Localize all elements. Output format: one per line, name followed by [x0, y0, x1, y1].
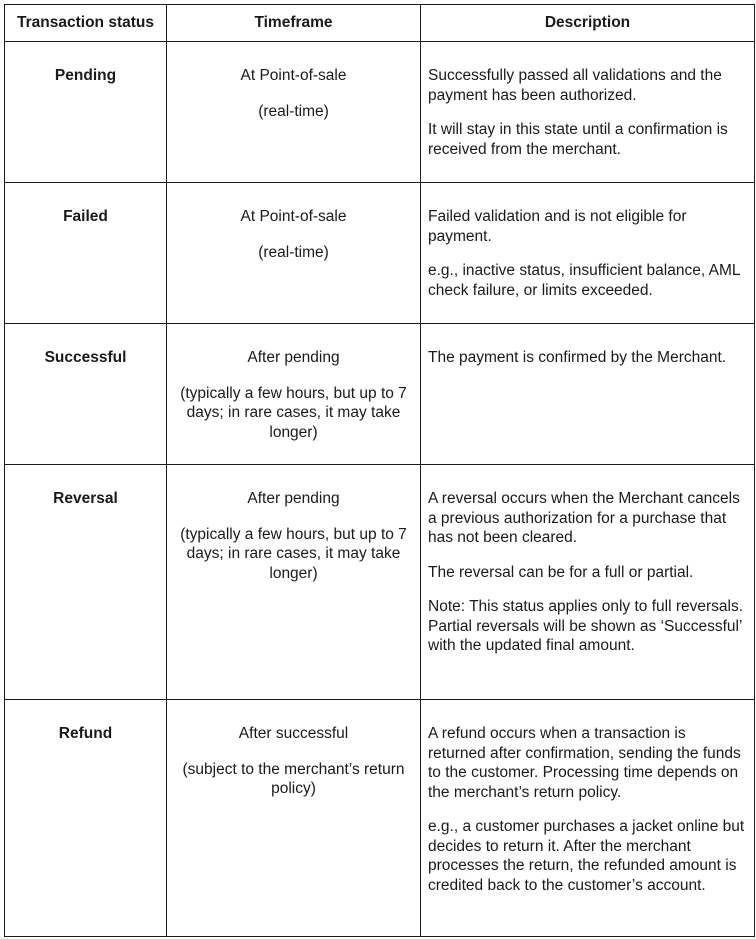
status-cell: Refund — [5, 700, 167, 937]
table-row-reversal — [5, 465, 755, 700]
status-cell: Pending — [5, 42, 167, 183]
timeframe-cell — [167, 183, 421, 324]
timeframe-primary: At Point-of-sale — [240, 208, 347, 225]
table-row-successful — [5, 324, 755, 465]
description-paragraph: Successfully passed all validations and the payment has been authorized. — [428, 67, 722, 104]
description-paragraph: e.g., inactive status, insufficient balance, AML check failure, or limits exceeded. — [428, 262, 740, 299]
timeframe-note: (real-time) — [258, 243, 329, 261]
timeframe-note: (real-time) — [258, 102, 329, 120]
timeframe-primary: After pending — [247, 349, 340, 366]
timeframe-note: (subject to the merchant’s return policy) — [182, 760, 405, 797]
table-header-row — [5, 5, 755, 42]
status-cell: Successful — [5, 324, 167, 465]
description-paragraph: Note: This status applies only to full reversals. Partial reversals will be shown as ‘Successful’ with the updated final amount. — [428, 598, 744, 654]
description-paragraph: The reversal can be for a full or partial. — [428, 563, 694, 581]
timeframe-note: (typically a few hours, but up to 7 days; in rare cases, it may take longer) — [180, 525, 407, 582]
description-cell — [421, 465, 755, 700]
description-cell — [421, 183, 755, 324]
timeframe-cell — [167, 324, 421, 465]
header-transaction-status: Transaction status — [5, 5, 167, 42]
description-cell — [421, 324, 755, 465]
timeframe-primary: At Point-of-sale — [240, 67, 347, 84]
status-cell: Reversal — [5, 465, 167, 700]
description-paragraph: e.g., a customer purchases a jacket online but decides to return it. After the merchant processes the return, the refunded amount is credited back to the customer’s account. — [428, 818, 745, 894]
timeframe-cell — [167, 700, 421, 937]
description-paragraph: A reversal occurs when the Merchant cancels a previous authorization for a purchase that has not been cleared. — [428, 490, 740, 546]
description-cell — [421, 42, 755, 183]
table-row-refund — [5, 700, 755, 937]
timeframe-primary: After successful — [238, 725, 349, 742]
description-paragraph: Failed validation and is not eligible for payment. — [428, 208, 687, 245]
header-timeframe: Timeframe — [167, 5, 421, 42]
transaction-status-table — [4, 4, 755, 937]
description-paragraph: The payment is confirmed by the Merchant. — [428, 349, 727, 366]
table-row-pending — [5, 42, 755, 183]
timeframe-cell — [167, 42, 421, 183]
description-cell — [421, 700, 755, 937]
header-description: Description — [421, 5, 755, 42]
timeframe-primary: After pending — [247, 490, 340, 507]
timeframe-note: (typically a few hours, but up to 7 days; in rare cases, it may take longer) — [180, 384, 407, 441]
description-paragraph: It will stay in this state until a confirmation is received from the merchant. — [428, 121, 728, 158]
status-cell: Failed — [5, 183, 167, 324]
description-paragraph: A refund occurs when a transaction is returned after confirmation, sending the funds to the customer. Processing time depends on the merchant’s return policy. — [428, 725, 741, 801]
table-row-failed — [5, 183, 755, 324]
timeframe-cell — [167, 465, 421, 700]
